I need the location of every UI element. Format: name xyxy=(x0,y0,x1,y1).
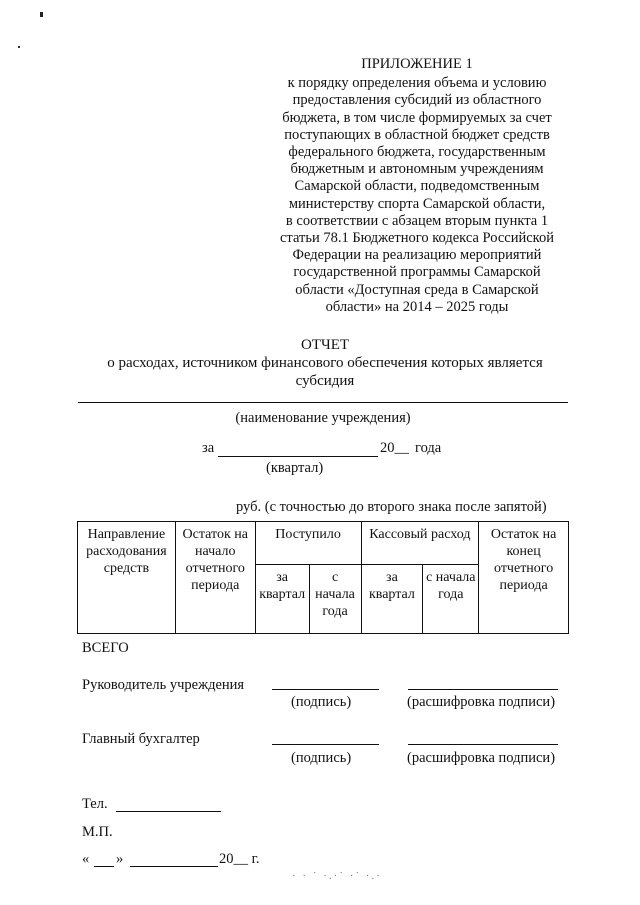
phone-field-line[interactable] xyxy=(116,811,221,812)
quarter-field-line[interactable] xyxy=(218,456,378,457)
date-close-quote: » xyxy=(116,851,124,867)
head-signature-caption: (подпись) xyxy=(291,694,352,710)
appendix-line: министерству спорта Самарской области, xyxy=(288,195,546,212)
appendix-heading: ПРИЛОЖЕНИЕ 1 xyxy=(361,56,473,72)
units-note: руб. (с точностью до второго знака после запятой) xyxy=(236,499,547,515)
period-prefix: за xyxy=(202,440,215,456)
appendix-block xyxy=(262,56,572,316)
appendix-line: бюджетным и автономным учреждениям xyxy=(290,161,544,178)
phone-label: Тел. xyxy=(82,796,108,812)
appendix-line: Федерации на реализацию мероприятий xyxy=(292,247,542,264)
report-subtitle-line2: субсидия xyxy=(295,373,355,389)
scan-speck xyxy=(40,12,43,17)
table-header-row xyxy=(78,522,569,565)
head-decode-line[interactable] xyxy=(408,689,558,690)
appendix-line: Самарской области, подведомственным xyxy=(294,178,540,195)
header-start-balance: Остаток на начало отчетного периода xyxy=(175,522,255,634)
subheader-received-quarter: за квартал xyxy=(255,565,309,634)
accountant-signature-line[interactable] xyxy=(272,744,379,745)
accountant-decode-caption: (расшифровка подписи) xyxy=(407,750,556,766)
head-decode-caption: (расшифровка подписи) xyxy=(407,694,556,710)
year-suffix: года xyxy=(415,440,442,456)
scan-noise: · · ˙ ·.·˙ ·˙ ·.· xyxy=(292,870,382,882)
institution-name-line[interactable] xyxy=(78,402,568,403)
date-year: 20__ г. xyxy=(219,851,260,867)
accountant-signature-caption: (подпись) xyxy=(291,750,352,766)
report-title: ОТЧЕТ xyxy=(300,337,350,353)
head-label: Руководитель учреждения xyxy=(82,677,245,693)
header-end-balance: Остаток на конец отчетного периода xyxy=(479,522,569,634)
report-title-block xyxy=(70,336,580,390)
subheader-received-ytd: с начала года xyxy=(309,565,361,634)
appendix-line: к порядку определения объема и условию xyxy=(287,75,547,92)
head-signature-line[interactable] xyxy=(272,689,379,690)
header-direction: Направление расходования средств xyxy=(78,522,176,634)
report-subtitle-line1: о расходах, источником финансового обеспечения которых является xyxy=(107,355,543,371)
subheader-cash-quarter: за квартал xyxy=(361,565,423,634)
appendix-line: государственной программы Самарской xyxy=(293,264,541,281)
report-table xyxy=(77,521,569,634)
accountant-label: Главный бухгалтер xyxy=(82,731,200,747)
appendix-line: поступающих в областной бюджет средств xyxy=(284,126,550,143)
stamp-label: М.П. xyxy=(82,824,113,840)
total-label: ВСЕГО xyxy=(82,640,129,656)
year-prefix: 20__ xyxy=(380,440,409,456)
header-received: Поступило xyxy=(255,522,361,565)
header-cash-expense: Кассовый расход xyxy=(361,522,479,565)
date-day-line[interactable] xyxy=(94,866,114,867)
appendix-line: области» на 2014 – 2025 годы xyxy=(325,298,509,315)
appendix-line: в соответствии с абзацем вторым пункта 1 xyxy=(285,212,549,229)
appendix-line: бюджета, в том числе формируемых за счет xyxy=(282,109,552,126)
appendix-line: предоставления субсидий из областного xyxy=(292,92,542,109)
accountant-decode-line[interactable] xyxy=(408,744,558,745)
appendix-line: области «Доступная среда в Самарской xyxy=(295,281,539,298)
appendix-line: федерального бюджета, государственным xyxy=(288,144,546,161)
date-open-quote: « xyxy=(82,851,90,867)
quarter-caption: (квартал) xyxy=(266,460,324,476)
subheader-cash-ytd: с начала года xyxy=(423,565,479,634)
appendix-line: статьи 78.1 Бюджетного кодекса Российской xyxy=(280,230,554,247)
institution-caption: (наименование учреждения) xyxy=(235,410,411,426)
date-month-line[interactable] xyxy=(130,866,218,867)
scan-speck xyxy=(18,46,20,48)
